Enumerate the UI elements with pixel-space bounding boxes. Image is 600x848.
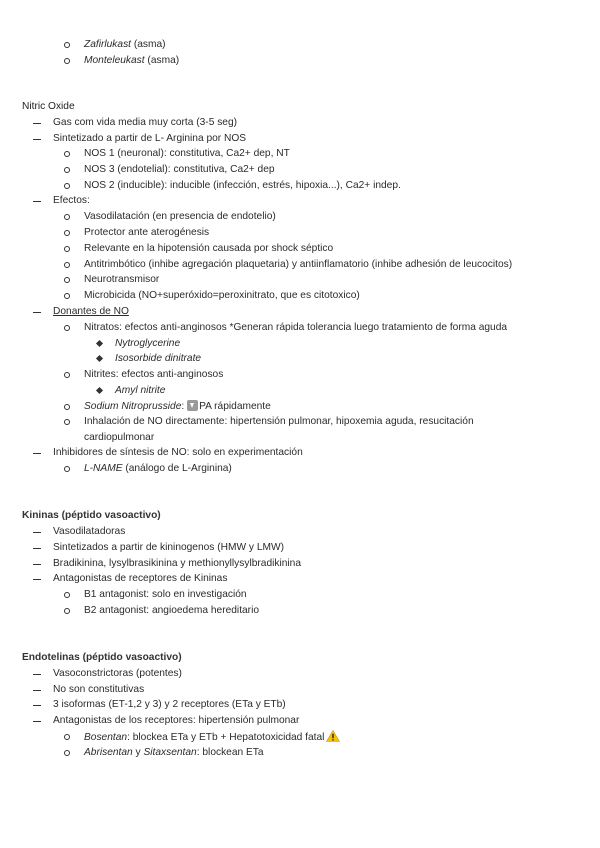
list-item: Nitrites: efectos anti-anginosos <box>84 369 224 380</box>
drug-name: Amyl nitrite <box>115 385 166 396</box>
list-item <box>84 730 340 745</box>
dash-bullet <box>33 690 41 691</box>
circle-bullet <box>64 42 70 48</box>
list-item: Microbicida (NO+superóxido=peroxinitrato, que es citotoxico) <box>84 290 360 301</box>
circle-bullet <box>64 58 70 64</box>
list-item: Protector ante aterogénesis <box>84 227 210 238</box>
dash-bullet <box>33 201 41 202</box>
circle-bullet <box>64 608 70 614</box>
circle-bullet <box>64 466 70 472</box>
list-item: Efectos: <box>53 195 90 206</box>
item-note: (asma) <box>144 55 180 66</box>
dash-bullet <box>33 123 41 124</box>
drug-name: Monteleukast <box>84 55 145 66</box>
list-item: B2 antagonist: angioedema hereditario <box>84 605 260 616</box>
item-note: (análogo de L-Arginina) <box>122 463 232 474</box>
item-text: : blockean ETa <box>196 747 264 758</box>
dash-bullet <box>33 548 41 549</box>
arrow-down-icon <box>187 400 198 411</box>
drug-name: Bosentan <box>84 732 128 743</box>
section-heading-nitric-oxide: Nitric Oxide <box>22 101 75 112</box>
donors-label: Donantes de NO <box>53 306 129 317</box>
list-item: Bradikinina, lysylbrasikinina y methionyllysylbradikinina <box>53 558 302 569</box>
circle-bullet <box>64 419 70 425</box>
section-heading-kininas: Kininas (péptido vasoactivo) <box>22 510 161 521</box>
list-item: Neurotransmisor <box>84 274 160 285</box>
list-item: No son constitutivas <box>53 684 145 695</box>
circle-bullet <box>64 151 70 157</box>
list-item: Vasoconstrictoras (potentes) <box>53 668 182 679</box>
list-item: 3 isoformas (ET-1,2 y 3) y 2 receptores (ETa y ETb) <box>53 699 286 710</box>
drug-name: Sitaxsentan <box>143 747 197 758</box>
list-item <box>84 746 264 760</box>
list-item <box>84 54 179 68</box>
dash-bullet <box>33 312 41 313</box>
list-item: B1 antagonist: solo en investigación <box>84 589 247 600</box>
circle-bullet <box>64 277 70 283</box>
item-text: : blockea ETa y ETb + Hepatotoxicidad fatal <box>127 732 325 743</box>
circle-bullet <box>64 404 70 410</box>
list-item: Relevante en la hipotensión causada por shock séptico <box>84 243 334 254</box>
drug-name: L-NAME <box>84 463 123 474</box>
dash-bullet <box>33 564 41 565</box>
drug-name: Nytroglycerine <box>115 338 181 349</box>
circle-bullet <box>64 230 70 236</box>
dash-bullet <box>33 453 41 454</box>
list-item: Vasodilatadoras <box>53 526 126 537</box>
circle-bullet <box>64 262 70 268</box>
circle-bullet <box>64 214 70 220</box>
circle-bullet <box>64 246 70 252</box>
circle-bullet <box>64 183 70 189</box>
list-item: Antitrimbótico (inhibe agregación plaquetaria) y antiinflamatorio (inhibe adhesión de leucocitos) <box>84 259 513 270</box>
list-item: Vasodilatación (en presencia de endotelio) <box>84 211 276 222</box>
separator: : <box>181 401 188 412</box>
section-heading-endotelinas: Endotelinas (péptido vasoactivo) <box>22 652 182 663</box>
dash-bullet <box>33 532 41 533</box>
dash-bullet <box>33 139 41 140</box>
circle-bullet <box>64 167 70 173</box>
list-item: Sintetizado a partir de L- Arginina por NOS <box>53 133 247 144</box>
list-item: Antagonistas de receptores de Kininas <box>53 573 228 584</box>
list-item <box>84 400 271 414</box>
drug-name: Isosorbide dinitrate <box>115 353 202 364</box>
circle-bullet <box>64 325 70 331</box>
list-item <box>84 462 232 476</box>
item-note: (asma) <box>131 39 166 50</box>
circle-bullet <box>64 293 70 299</box>
item-text: PA rápidamente <box>199 401 271 412</box>
list-item: Gas com vida media muy corta (3-5 seg) <box>53 117 238 128</box>
circle-bullet <box>64 734 70 740</box>
warning-icon <box>326 730 340 742</box>
drug-name: Sodium Nitroprusside <box>84 401 182 412</box>
list-item: NOS 2 (inducible): inducible (infección, estrés, hipoxia...), Ca2+ indep. <box>84 180 401 191</box>
list-item: Inhalación de NO directamente: hipertensión pulmonar, hipoxemia aguda, resucitación <box>84 416 474 427</box>
list-item: Inhibidores de síntesis de NO: solo en experimentación <box>53 447 303 458</box>
conjunction: y <box>132 747 144 758</box>
dash-bullet <box>33 721 41 722</box>
circle-bullet <box>64 372 70 378</box>
dash-bullet <box>33 674 41 675</box>
list-item <box>84 38 166 52</box>
circle-bullet <box>64 750 70 756</box>
drug-name: Zafirlukast <box>84 39 131 50</box>
list-item: NOS 1 (neuronal): constitutiva, Ca2+ dep, NT <box>84 148 290 159</box>
dash-bullet <box>33 579 41 580</box>
list-item-continuation: cardiopulmonar <box>84 432 155 443</box>
drug-name: Abrisentan <box>84 747 133 758</box>
diamond-bullet <box>96 355 103 362</box>
list-item: Sintetizados a partir de kininogenos (HMW y LMW) <box>53 542 284 553</box>
diamond-bullet <box>96 340 103 347</box>
list-item: Nitratos: efectos anti-anginosos *Generan rápida tolerancia luego tratamiento de forma aguda <box>84 322 508 333</box>
list-item: Antagonistas de los receptores: hipertensión pulmonar <box>53 715 300 726</box>
dash-bullet <box>33 705 41 706</box>
circle-bullet <box>64 592 70 598</box>
diamond-bullet <box>96 387 103 394</box>
list-item: NOS 3 (endotelial): constitutiva, Ca2+ dep <box>84 164 275 175</box>
